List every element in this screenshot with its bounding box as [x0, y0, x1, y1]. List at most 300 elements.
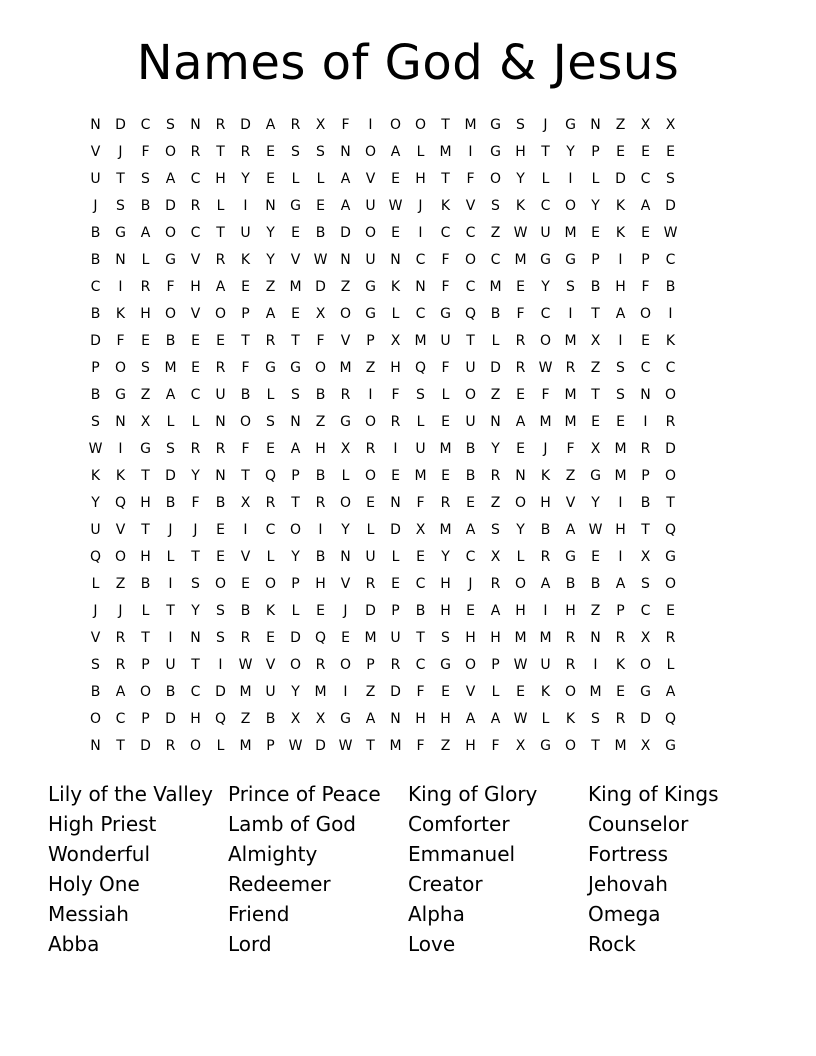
grid-letter: E [366, 495, 375, 511]
grid-letter: A [165, 171, 176, 187]
grid-letter: G [490, 144, 501, 160]
grid-letter: L [391, 549, 400, 565]
word-list-item: Jehovah [588, 872, 668, 896]
grid-letter: R [390, 414, 401, 430]
word-list-item: King of Kings [588, 782, 719, 806]
grid-row [83, 355, 733, 382]
grid-letter: C [415, 306, 426, 322]
grid-letter: R [115, 657, 126, 673]
grid-row [83, 571, 733, 598]
grid-letter: C [540, 306, 551, 322]
grid-letter: L [266, 549, 275, 565]
grid-letter: N [640, 387, 651, 403]
grid-letter: X [315, 117, 326, 133]
grid-letter: P [591, 144, 600, 160]
grid-letter: T [141, 630, 150, 646]
grid-letter: R [215, 252, 226, 268]
grid-letter: N [215, 414, 226, 430]
grid-letter: W [513, 225, 528, 241]
grid-letter: O [289, 522, 302, 538]
grid-letter: B [140, 198, 151, 214]
grid-letter: C [190, 171, 201, 187]
grid-letter: Q [214, 711, 227, 727]
grid-letter: I [618, 495, 623, 511]
word-list-item: Prince of Peace [228, 782, 381, 806]
grid-letter: C [415, 657, 426, 673]
grid-letter: P [291, 576, 300, 592]
grid-letter: V [465, 198, 476, 214]
grid-letter: M [439, 522, 452, 538]
grid-letter: G [290, 360, 301, 376]
grid-row [83, 166, 733, 193]
grid-letter: T [416, 630, 425, 646]
grid-letter: O [564, 738, 577, 754]
grid-letter: Q [664, 711, 677, 727]
grid-letter: E [266, 630, 275, 646]
grid-letter: U [365, 252, 376, 268]
grid-letter: N [290, 414, 301, 430]
grid-letter: J [118, 144, 123, 160]
grid-letter: X [340, 441, 351, 457]
grid-letter: G [265, 360, 276, 376]
grid-letter: L [441, 387, 450, 403]
grid-letter: N [265, 198, 276, 214]
grid-letter: A [140, 225, 151, 241]
grid-letter: E [641, 144, 650, 160]
grid-letter: I [568, 306, 573, 322]
grid-letter: M [464, 117, 477, 133]
grid-letter: K [390, 279, 401, 295]
grid-letter: T [241, 468, 250, 484]
grid-letter: B [415, 603, 426, 619]
grid-letter: F [416, 684, 425, 700]
grid-row [83, 328, 733, 355]
grid-letter: P [266, 738, 275, 754]
grid-row [83, 112, 733, 139]
grid-letter: D [390, 684, 401, 700]
grid-letter: U [165, 657, 176, 673]
word-list-item: Comforter [408, 812, 510, 836]
grid-letter: B [215, 495, 226, 511]
grid-letter: O [564, 198, 577, 214]
grid-letter: O [239, 414, 252, 430]
grid-letter: K [565, 711, 576, 727]
grid-row [83, 490, 733, 517]
grid-row [83, 652, 733, 679]
grid-letter: L [541, 711, 550, 727]
grid-letter: Y [566, 144, 575, 160]
grid-letter: Y [541, 279, 550, 295]
grid-letter: P [616, 603, 625, 619]
grid-letter: B [90, 252, 101, 268]
grid-letter: O [289, 657, 302, 673]
grid-letter: N [490, 414, 501, 430]
grid-letter: B [665, 279, 676, 295]
grid-letter: T [591, 306, 600, 322]
grid-letter: R [565, 657, 576, 673]
grid-letter: L [166, 414, 175, 430]
grid-letter: S [141, 171, 150, 187]
grid-letter: O [339, 657, 352, 673]
grid-letter: Q [464, 306, 477, 322]
grid-letter: T [116, 171, 125, 187]
grid-letter: L [216, 198, 225, 214]
grid-letter: B [640, 495, 651, 511]
grid-letter: M [564, 333, 577, 349]
grid-letter: K [440, 198, 451, 214]
word-list-item: King of Glory [408, 782, 538, 806]
grid-letter: I [343, 684, 348, 700]
grid-letter: L [591, 171, 600, 187]
grid-letter: D [315, 738, 326, 754]
grid-letter: S [216, 630, 225, 646]
grid-letter: O [664, 387, 677, 403]
grid-letter: G [540, 252, 551, 268]
grid-letter: E [391, 225, 400, 241]
grid-letter: E [291, 306, 300, 322]
grid-letter: I [543, 603, 548, 619]
word-list-item: Friend [228, 902, 290, 926]
grid-letter: N [90, 117, 101, 133]
grid-letter: H [490, 630, 501, 646]
grid-letter: R [515, 360, 526, 376]
grid-letter: C [115, 711, 126, 727]
grid-letter: F [641, 279, 650, 295]
grid-letter: A [390, 144, 401, 160]
grid-letter: C [90, 279, 101, 295]
grid-letter: W [663, 225, 678, 241]
grid-letter: E [666, 603, 675, 619]
grid-letter: A [515, 414, 526, 430]
grid-letter: Q [89, 549, 102, 565]
grid-letter: J [543, 441, 548, 457]
grid-letter: W [588, 522, 603, 538]
grid-letter: I [168, 630, 173, 646]
grid-letter: M [489, 279, 502, 295]
grid-letter: L [216, 738, 225, 754]
grid-letter: O [639, 657, 652, 673]
grid-letter: B [140, 576, 151, 592]
grid-row [83, 220, 733, 247]
grid-letter: R [140, 279, 151, 295]
grid-letter: C [465, 225, 476, 241]
grid-letter: M [439, 441, 452, 457]
grid-letter: U [540, 225, 551, 241]
grid-letter: S [616, 360, 625, 376]
word-list-item: Counselor [588, 812, 689, 836]
grid-letter: F [466, 171, 475, 187]
grid-letter: E [241, 576, 250, 592]
grid-letter: E [216, 522, 225, 538]
grid-letter: X [415, 522, 426, 538]
grid-letter: B [465, 441, 476, 457]
grid-letter: H [390, 360, 401, 376]
grid-letter: X [390, 333, 401, 349]
grid-letter: O [664, 576, 677, 592]
grid-letter: X [590, 441, 601, 457]
grid-letter: O [464, 252, 477, 268]
grid-letter: T [591, 387, 600, 403]
grid-letter: N [190, 117, 201, 133]
grid-letter: S [166, 117, 175, 133]
grid-letter: K [540, 684, 551, 700]
grid-letter: C [190, 387, 201, 403]
grid-letter: T [241, 333, 250, 349]
grid-letter: L [516, 549, 525, 565]
grid-letter: C [140, 117, 151, 133]
grid-letter: A [565, 522, 576, 538]
grid-letter: J [343, 603, 348, 619]
grid-letter: D [390, 522, 401, 538]
grid-letter: S [416, 387, 425, 403]
grid-letter: G [565, 117, 576, 133]
grid-letter: X [240, 495, 251, 511]
grid-letter: G [340, 711, 351, 727]
grid-letter: Z [440, 738, 451, 754]
grid-letter: J [193, 522, 198, 538]
grid-letter: I [318, 522, 323, 538]
grid-letter: T [441, 171, 450, 187]
word-list [48, 779, 768, 959]
grid-letter: W [388, 198, 403, 214]
grid-letter: R [665, 414, 676, 430]
grid-letter: K [115, 306, 126, 322]
word-list-item: Omega [588, 902, 661, 926]
word-list-item: Alpha [408, 902, 465, 926]
grid-letter: C [640, 360, 651, 376]
grid-letter: Q [114, 495, 127, 511]
grid-row [83, 706, 733, 733]
grid-letter: X [315, 711, 326, 727]
grid-letter: I [618, 252, 623, 268]
grid-letter: I [168, 576, 173, 592]
grid-letter: O [664, 468, 677, 484]
grid-letter: E [516, 441, 525, 457]
grid-letter: T [366, 738, 375, 754]
grid-letter: I [668, 306, 673, 322]
grid-letter: H [465, 738, 476, 754]
grid-letter: V [340, 333, 351, 349]
grid-letter: F [516, 306, 525, 322]
grid-letter: P [141, 657, 150, 673]
grid-letter: W [288, 738, 303, 754]
grid-letter: Y [516, 171, 525, 187]
grid-row [83, 301, 733, 328]
grid-letter: A [340, 171, 351, 187]
grid-letter: E [241, 279, 250, 295]
grid-letter: C [665, 360, 676, 376]
grid-letter: F [416, 738, 425, 754]
grid-letter: M [289, 279, 302, 295]
grid-letter: O [164, 225, 177, 241]
grid-letter: A [465, 522, 476, 538]
grid-letter: F [141, 144, 150, 160]
grid-letter: B [590, 279, 601, 295]
grid-letter: O [264, 576, 277, 592]
grid-letter: L [191, 414, 200, 430]
grid-row [83, 247, 733, 274]
grid-letter: V [290, 252, 301, 268]
grid-letter: R [515, 333, 526, 349]
grid-letter: C [665, 252, 676, 268]
grid-letter: D [115, 117, 126, 133]
grid-letter: S [266, 414, 275, 430]
grid-letter: N [340, 252, 351, 268]
grid-letter: B [90, 684, 101, 700]
grid-letter: Z [590, 603, 601, 619]
grid-letter: M [564, 225, 577, 241]
grid-letter: Z [490, 495, 501, 511]
grid-letter: J [93, 198, 98, 214]
grid-letter: S [491, 198, 500, 214]
grid-letter: U [90, 522, 101, 538]
grid-letter: A [265, 117, 276, 133]
grid-letter: Q [664, 522, 677, 538]
grid-letter: S [291, 144, 300, 160]
grid-letter: H [440, 603, 451, 619]
grid-letter: F [316, 333, 325, 349]
grid-letter: P [91, 360, 100, 376]
grid-letter: K [240, 252, 251, 268]
grid-letter: E [591, 549, 600, 565]
grid-letter: G [665, 549, 676, 565]
grid-letter: I [618, 549, 623, 565]
grid-letter: E [266, 171, 275, 187]
grid-letter: M [414, 333, 427, 349]
grid-letter: P [391, 603, 400, 619]
grid-letter: S [91, 657, 100, 673]
grid-letter: E [141, 333, 150, 349]
grid-letter: M [614, 468, 627, 484]
grid-letter: X [140, 414, 151, 430]
grid-letter: R [240, 144, 251, 160]
grid-letter: H [440, 576, 451, 592]
grid-letter: E [266, 441, 275, 457]
grid-letter: L [291, 171, 300, 187]
grid-letter: F [541, 387, 550, 403]
grid-row [83, 517, 733, 544]
grid-letter: M [389, 738, 402, 754]
grid-letter: P [591, 252, 600, 268]
grid-letter: B [165, 333, 176, 349]
grid-letter: O [214, 306, 227, 322]
grid-letter: F [241, 360, 250, 376]
grid-letter: X [640, 117, 651, 133]
grid-letter: I [243, 522, 248, 538]
grid-letter: L [291, 603, 300, 619]
grid-letter: T [291, 495, 300, 511]
grid-letter: V [565, 495, 576, 511]
grid-letter: R [490, 468, 501, 484]
grid-letter: V [265, 657, 276, 673]
word-list-item: Lily of the Valley [48, 782, 213, 806]
grid-letter: H [140, 495, 151, 511]
grid-letter: R [215, 360, 226, 376]
grid-letter: T [141, 522, 150, 538]
grid-letter: D [315, 279, 326, 295]
grid-letter: T [591, 738, 600, 754]
grid-letter: F [191, 495, 200, 511]
grid-letter: R [290, 117, 301, 133]
grid-letter: I [368, 387, 373, 403]
grid-letter: S [441, 630, 450, 646]
grid-letter: M [239, 684, 252, 700]
grid-letter: S [191, 576, 200, 592]
grid-letter: D [215, 684, 226, 700]
grid-letter: Y [266, 225, 275, 241]
grid-letter: K [615, 657, 626, 673]
grid-letter: R [315, 657, 326, 673]
grid-letter: Z [615, 117, 626, 133]
grid-letter: T [166, 603, 175, 619]
grid-letter: I [118, 441, 123, 457]
word-list-item: Rock [588, 932, 636, 956]
grid-letter: V [115, 522, 126, 538]
grid-letter: Y [516, 522, 525, 538]
grid-letter: N [215, 468, 226, 484]
grid-letter: R [240, 630, 251, 646]
grid-letter: T [541, 144, 550, 160]
grid-letter: X [640, 549, 651, 565]
grid-letter: R [615, 630, 626, 646]
grid-letter: D [665, 198, 676, 214]
grid-letter: Y [441, 549, 450, 565]
grid-letter: N [340, 549, 351, 565]
grid-letter: H [190, 279, 201, 295]
grid-letter: D [140, 738, 151, 754]
grid-letter: E [641, 333, 650, 349]
grid-letter: R [215, 117, 226, 133]
grid-letter: S [566, 279, 575, 295]
grid-letter: J [543, 117, 548, 133]
page-title: Names of God & Jesus [136, 35, 680, 91]
grid-letter: V [90, 630, 101, 646]
grid-letter: Z [365, 684, 376, 700]
grid-letter: N [590, 117, 601, 133]
grid-letter: C [265, 522, 276, 538]
grid-letter: Y [191, 603, 200, 619]
grid-letter: N [115, 414, 126, 430]
grid-row [83, 274, 733, 301]
grid-letter: O [114, 360, 127, 376]
grid-letter: R [490, 576, 501, 592]
grid-letter: V [240, 549, 251, 565]
grid-row [83, 625, 733, 652]
grid-letter: Q [314, 630, 327, 646]
word-list-item: Wonderful [48, 842, 151, 866]
grid-letter: N [115, 252, 126, 268]
grid-letter: H [540, 495, 551, 511]
grid-letter: W [88, 441, 103, 457]
letter-grid [83, 112, 733, 760]
grid-letter: R [665, 630, 676, 646]
grid-letter: Z [115, 576, 126, 592]
grid-row [83, 409, 733, 436]
grid-letter: T [141, 468, 150, 484]
grid-letter: I [418, 225, 423, 241]
grid-letter: C [190, 684, 201, 700]
grid-letter: J [168, 522, 173, 538]
grid-letter: X [590, 333, 601, 349]
grid-letter: O [414, 117, 427, 133]
grid-letter: W [313, 252, 328, 268]
grid-letter: P [291, 468, 300, 484]
grid-letter: K [615, 225, 626, 241]
grid-letter: E [216, 549, 225, 565]
grid-letter: M [539, 414, 552, 430]
grid-letter: E [666, 144, 675, 160]
grid-letter: C [465, 279, 476, 295]
